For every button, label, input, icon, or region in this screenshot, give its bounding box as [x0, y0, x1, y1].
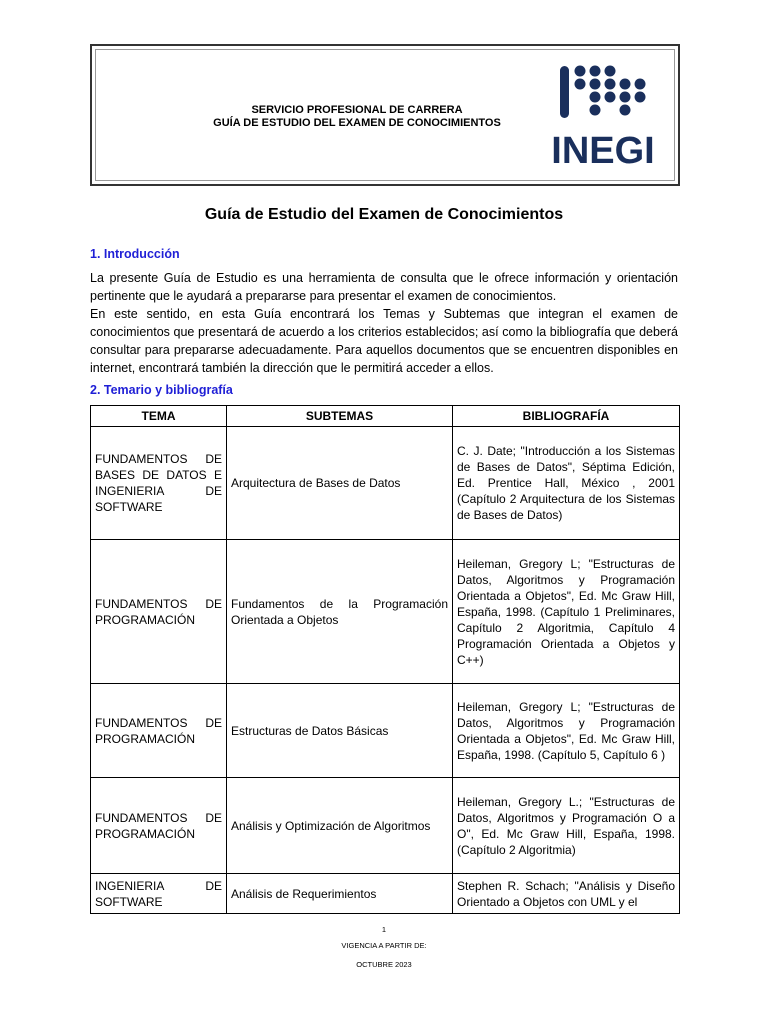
intro-paragraph-2: En este sentido, en esta Guía encontrará los Temas y Subtemas que integran el examen de conocimientos que presentará de acuerdo a los criterios establecidos; así como la bibliografía que deberá consultar para prepararse adecuadamente. Para aquellos documentos que se encuentren disponibles en internet, encontrará también la dirección que le permitirá acceder a ellos.	[90, 307, 678, 375]
header-subtemas: SUBTEMAS	[227, 406, 453, 427]
intro-heading: 1. Introducción	[90, 247, 180, 261]
vigencia-label: VIGENCIA A PARTIR DE:	[341, 941, 427, 950]
subtema-cell: Fundamentos de la Programación Orientada a Objetos	[227, 540, 453, 684]
subtema-cell: Arquitectura de Bases de Datos	[227, 427, 453, 540]
table-row	[91, 874, 680, 914]
table-header-row	[91, 406, 680, 427]
page-number: 1	[381, 925, 387, 934]
bibliografia-cell: Heileman, Gregory L.; "Estructuras de Datos, Algoritmos y Programación O a O", Ed. Mc Graw Hill, España, 1998. (Capítulo 2 Algoritmia)	[453, 778, 680, 874]
tema-cell: FUNDAMENTOS DE PROGRAMACIÓN	[91, 778, 227, 874]
table-row	[91, 684, 680, 778]
bibliografia-cell: Stephen R. Schach; "Análisis y Diseño Orientado a Objetos con UML y el	[453, 874, 680, 914]
table-row	[91, 778, 680, 874]
table-row	[91, 427, 680, 540]
subtema-cell: Análisis de Requerimientos	[227, 874, 453, 914]
header-line-1: SERVICIO PROFESIONAL DE CARRERA	[251, 104, 463, 116]
vigencia-date: OCTUBRE 2023	[356, 960, 412, 969]
bibliografia-cell: C. J. Date; "Introducción a los Sistemas de Bases de Datos", Séptima Edición, Ed. Prentice Hall, México , 2001 (Capítulo 2 Arquitectura de los Sistemas de Bases de Datos)	[453, 427, 680, 540]
syllabus-table	[90, 405, 680, 914]
tema-cell: FUNDAMENTOS DE PROGRAMACIÓN	[91, 540, 227, 684]
subtema-cell: Análisis y Optimización de Algoritmos	[227, 778, 453, 874]
bibliografia-cell: Heileman, Gregory L; "Estructuras de Datos, Algoritmos y Programación Orientada a Objetos", Ed. Mc Graw Hill, España, 1998. (Capítulo 5, Capítulo 6 )	[453, 684, 680, 778]
header-text	[152, 104, 562, 130]
tema-cell: FUNDAMENTOS DE PROGRAMACIÓN	[91, 684, 227, 778]
table-row	[91, 540, 680, 684]
tema-cell: INGENIERIA DE SOFTWARE	[91, 874, 227, 914]
logo-text: INEGI	[551, 130, 655, 172]
header-tema: TEMA	[91, 406, 227, 427]
inegi-logo	[548, 62, 658, 172]
header-line-2: GUÍA DE ESTUDIO DEL EXAMEN DE CONOCIMIENTOS	[213, 117, 501, 129]
temario-heading: 2. Temario y bibliografía	[90, 383, 233, 397]
tema-cell: FUNDAMENTOS DE BASES DE DATOS E INGENIERIA DE SOFTWARE	[91, 427, 227, 540]
intro-paragraph-1: La presente Guía de Estudio es una herramienta de consulta que le ofrece información y orientación pertinente que le ayudará a prepararse para presentar el examen de conocimientos.	[90, 271, 678, 303]
subtema-cell: Estructuras de Datos Básicas	[227, 684, 453, 778]
header-bibliografia: BIBLIOGRAFÍA	[453, 406, 680, 427]
document-title: Guía de Estudio del Examen de Conocimientos	[204, 206, 564, 223]
document-header	[90, 44, 680, 186]
bibliografia-cell: Heileman, Gregory L; "Estructuras de Datos, Algoritmos y Programación Orientada a Objetos", Ed. Mc Graw Hill, España, 1998. (Capítulo 1 Preliminares, Capítulo 2 Algoritmia, Capítulo 4 Programación Orientada a Objetos y C++)	[453, 540, 680, 684]
